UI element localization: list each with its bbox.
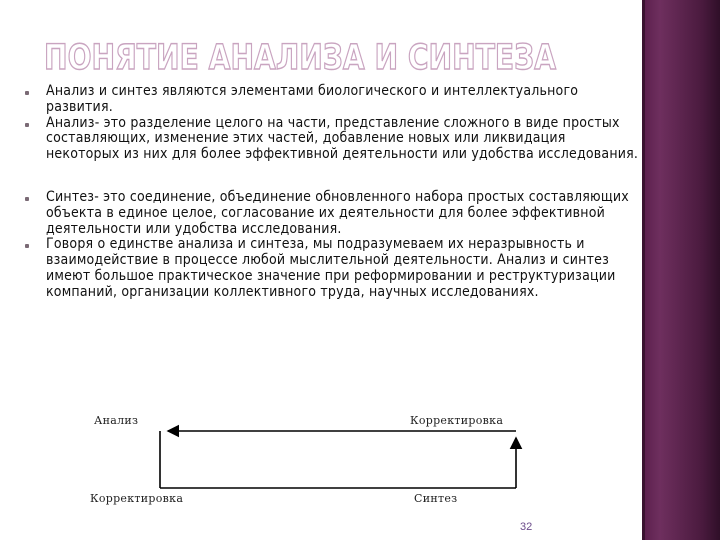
diagram-label-synthesis: Синтез [414, 492, 458, 505]
decorative-sidebar [642, 0, 720, 540]
bullet-marker [25, 197, 29, 201]
bullet-text: Говоря о единстве анализа и синтеза, мы подразумеваем их неразрывность и взаимодействие в процессе любой мыслительной деятельности. Анализ и синтез имеют большое практическое значение при реформировании и реструктуризации компаний, организации коллективного труда, научных исследованиях. [46, 236, 616, 300]
analysis-synthesis-diagram [84, 408, 544, 518]
bullet-item [20, 190, 640, 237]
sidebar-edge [642, 0, 645, 540]
diagram-label-correction-bottom: Корректировка [90, 492, 184, 505]
bullet-item [20, 237, 640, 300]
bullet-item [20, 84, 640, 116]
diagram-label-correction-top: Корректировка [410, 414, 504, 427]
slide-title-svg [44, 36, 604, 78]
diagram-label-analysis: Анализ [94, 414, 139, 427]
bullet-marker [25, 244, 29, 248]
bullet-marker [25, 123, 29, 127]
bullet-list [20, 84, 640, 301]
bullet-marker [25, 91, 29, 95]
bullet-text: Анализ- это разделение целого на части, представление сложного в виде простых составляющих, изменение этих частей, добавление новых или ликвидация некоторых из них для более эффективной деятельности или удобства исследования. [46, 114, 639, 163]
slide-title-text: ПОНЯТИЕ АНАЛИЗА И СИНТЕЗА [44, 38, 556, 78]
diagram-arrows [84, 408, 544, 518]
bullet-text: Анализ и синтез являются элементами биологического и интеллектуального развития. [46, 83, 579, 115]
bullet-item [20, 116, 640, 163]
bullet-text: Синтез- это соединение, объединение обновленного набора простых составляющих объекта в единое целое, согласование их деятельности для более эффективной деятельности или удобства исследования. [46, 188, 629, 237]
slide-title [44, 36, 604, 78]
page-number: 32 [520, 521, 533, 533]
